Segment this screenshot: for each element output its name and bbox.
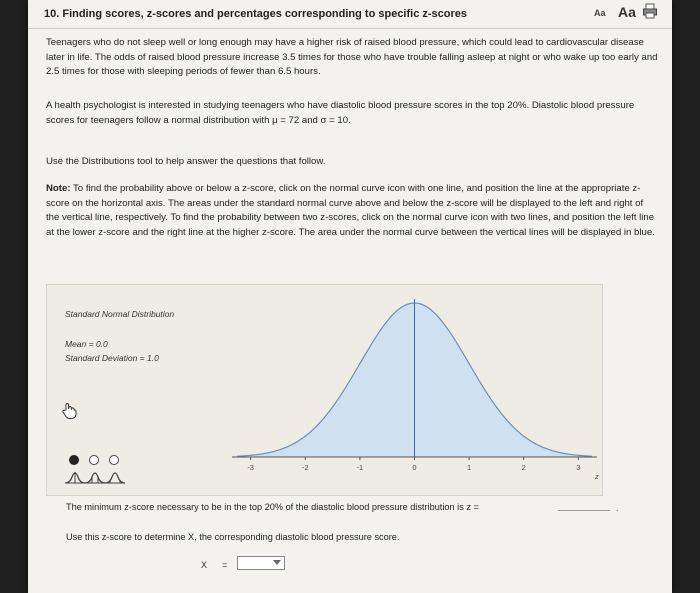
printer-icon[interactable] <box>642 3 658 19</box>
curve-point <box>523 436 524 437</box>
curve-point <box>550 450 551 451</box>
note-text: To find the probability above or below a z-score, click on the normal curve icon with one line, and position the line at the appropriate z-score on the horizontal axis. The areas under the standard normal curve above and below the z-score will be displayed to the left and right of the vertical line, respectively. To find the probability between two z-scores, click on the normal curve icon with two lines, and position the left line at the lower z-score and the right line at the higher z-score. The area under the normal curve between the vertical lines will be displayed in blue. <box>46 183 655 238</box>
curve-point <box>441 320 442 321</box>
normal-curve-two-lines-icon[interactable] <box>84 470 106 484</box>
curve-point <box>250 455 251 456</box>
radio-two-lines[interactable] <box>89 455 99 465</box>
sd-readout: Standard Deviation = 1.0 <box>65 353 159 363</box>
normal-curve-one-line-icon[interactable] <box>64 470 86 484</box>
curve-point <box>496 406 497 407</box>
note-label: Note: <box>46 183 71 194</box>
x-tick-label: -3 <box>247 463 254 472</box>
mean-readout: Mean = 0.0 <box>65 339 108 349</box>
hand-pointer-icon[interactable] <box>61 402 79 420</box>
x-tick-label: 3 <box>576 463 581 472</box>
distributions-tool <box>46 284 603 496</box>
problem-paragraph: A health psychologist is interested in studying teenagers who have diastolic blood pressure scores in the top 20%. Diastolic blood pressure scores for teenagers follow a normal distribution with μ = 72 and σ = 10. <box>46 100 635 126</box>
question-header <box>28 0 672 29</box>
curve-point <box>332 406 333 407</box>
curve-point <box>305 436 306 437</box>
question-page <box>28 0 672 593</box>
equals-sign: = <box>222 560 228 570</box>
chevron-down-icon <box>273 560 281 565</box>
instruction-paragraph: Use the Distributions tool to help answer the questions that follow. <box>46 156 326 167</box>
x-tick-label: 1 <box>467 463 472 472</box>
x-score-question: Use this z-score to determine X, the corresponding diastolic blood pressure score. <box>66 532 400 542</box>
z-score-answer-field[interactable] <box>558 510 610 511</box>
decrease-font-button[interactable]: Aa <box>594 8 606 18</box>
curve-point <box>387 320 388 321</box>
curve-point <box>359 363 360 364</box>
x-tick-label: 0 <box>412 463 417 472</box>
curve-point <box>578 455 579 456</box>
note-paragraph <box>46 182 658 240</box>
x-axis-label: z <box>595 472 599 481</box>
increase-font-button[interactable]: Aa <box>618 4 636 20</box>
z-score-question: The minimum z-score necessary to be in the top 20% of the diastolic blood pressure distribution is z = <box>66 502 479 512</box>
x-tick-label: -1 <box>356 463 364 472</box>
x-label: X <box>201 560 208 570</box>
z-score-question-suffix: . <box>616 503 619 513</box>
normal-distribution-chart[interactable] <box>217 285 602 495</box>
radio-outside-lines[interactable] <box>109 455 119 465</box>
x-score-dropdown[interactable] <box>237 556 285 570</box>
curve-point <box>277 450 278 451</box>
context-paragraph: Teenagers who do not sleep well or long enough may have a higher risk of raised blood pressure, which could lead to cardiovascular disease later in life. The odds of raised blood pressure increase 3.5 times for those who have trouble falling asleep at night or who wake up too early and 2.5 times for those with sleeping periods of fewer than 6.5 hours. <box>46 37 658 77</box>
question-title: 10. Finding scores, z-scores and percentages corresponding to specific z-scores <box>44 8 468 20</box>
curve-point <box>469 363 470 364</box>
tool-title: Standard Normal Distribution <box>65 309 175 319</box>
x-tick-label: -2 <box>301 463 309 472</box>
radio-one-line[interactable] <box>69 455 79 465</box>
x-tick-label: 2 <box>521 463 526 472</box>
normal-curve-tails-icon[interactable] <box>104 470 126 484</box>
